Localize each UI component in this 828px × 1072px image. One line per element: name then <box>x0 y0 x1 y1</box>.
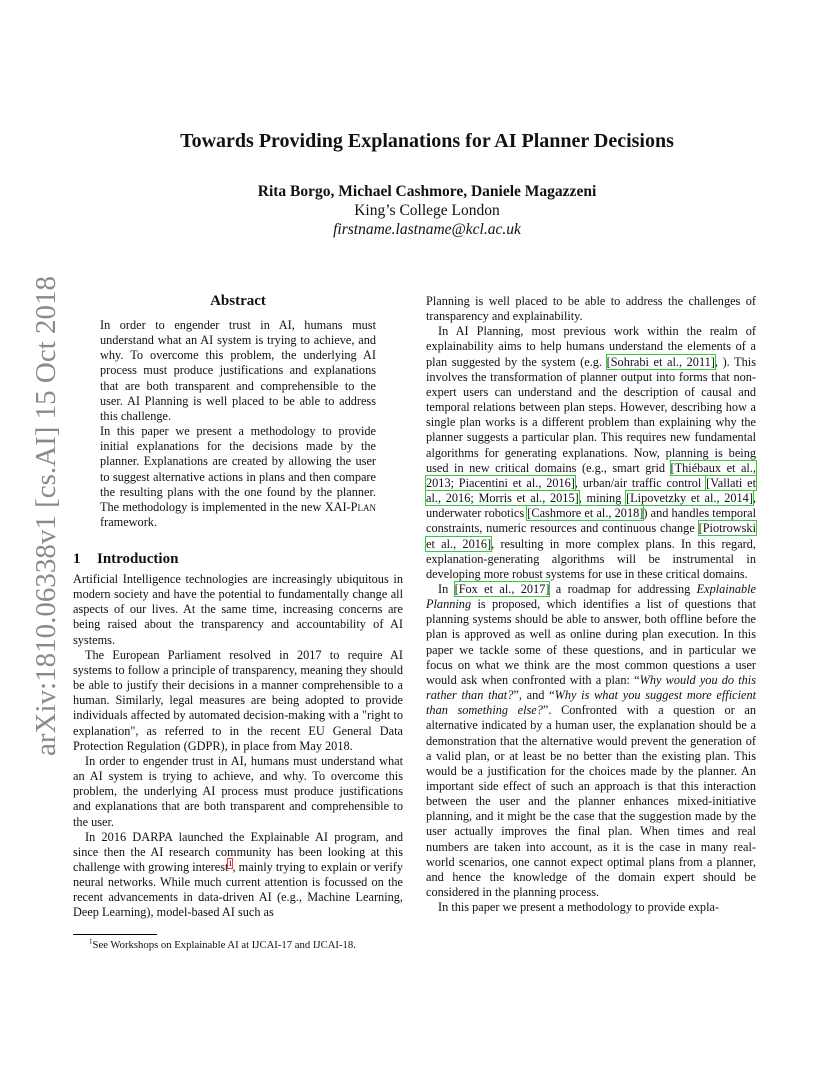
text-run: ”, and “ <box>513 688 555 703</box>
author-affiliation: King’s College London <box>354 202 500 219</box>
text-run: , urban/air traffic control <box>574 475 707 490</box>
body-paragraph <box>426 582 756 900</box>
citation-link[interactable]: [Thiébaux et al., 2013; Piacentini et al., 2016] <box>426 460 756 490</box>
author-list: Rita Borgo, Michael Cashmore, Daniele Magazzeni <box>257 183 597 200</box>
abstract-body <box>100 318 376 530</box>
text-run: ) and handles temporal constraints, numeric resources and continuous change <box>426 506 757 536</box>
body-paragraph <box>426 324 756 582</box>
section-heading-introduction <box>73 549 178 569</box>
footnote-divider <box>73 934 157 935</box>
emphasis-text: Why is what you suggest more efficient than something else? <box>426 688 757 718</box>
right-column-body <box>426 294 756 915</box>
citation-link[interactable]: [Vallati et al., 2016; Morris et al., 2015] <box>426 475 756 506</box>
text-run: ”. Confronted with a question or an alternative indicated by a human user, the explanation should be a demonstration that the alternative would prevent the generation of a valid plan, or at least be no better than the existing plan. This would be a justification for the choices made by the planner. An important side effect of such an approach is that this interaction between the user and the planner enhances mixed-initiative planning, and it might be the case that the suggestion made by the user actually improves the final plan. When times and real numbers are taken into account, as it is the case in many real-world scenarios, one cannot expect optimal plans from a planner, and hence the knowledge of the domain expert should be considered in the planning process. <box>426 703 757 900</box>
left-column-body <box>73 572 403 921</box>
body-paragraph: In order to engender trust in AI, humans must understand what an AI system is trying to achieve, and why. To overcome this problem, the underlying AI process must produce justifications and explanations that are both transparent and comprehensible to the user. <box>73 753 403 829</box>
text-run: In AI Planning, most previous work within the realm of explainability aims to help humans understand the elements of a plan suggested by the system (e.g. <box>426 324 756 369</box>
footnote-mark: 1 <box>89 937 93 946</box>
text-run: In <box>438 581 455 596</box>
text-run: , mining <box>578 491 627 506</box>
section-number: 1 <box>73 551 81 567</box>
citation-link[interactable]: [Sohrabi et al., 2011] <box>606 354 715 369</box>
section-title: Introduction <box>97 551 179 567</box>
abstract-paragraph <box>100 424 376 530</box>
arxiv-identifier-stamp: arXiv:1810.06338v1 [cs.AI] 15 Oct 2018 <box>30 275 62 756</box>
text-run: , underwater robotics <box>426 491 757 521</box>
citation-link[interactable]: [Cashmore et al., 2018] <box>527 506 644 521</box>
text-run: is proposed, which identifies a list of questions that planning systems should be able to answer, both offline before the plan is approved as well as online during plan execution. In this paper we tackle some of these questions, and in particular we focus on what we think are the most common questions a user would ask when confronted with a plan: “ <box>426 597 756 687</box>
body-paragraph: In this paper we present a methodology to provide expla- <box>438 900 720 915</box>
footnote-text: See Workshops on Explainable AI at IJCAI-17 and IJCAI-18. <box>92 939 356 951</box>
text-run: , resulting in more complex plans. In this regard, explanation-generating algorithms will be instrumental in developing more robust systems for use in these critical domains. <box>426 536 756 581</box>
body-paragraph: Artificial Intelligence technologies are increasingly ubiquitous in modern society and have the potential to fundamentally change all aspects of our lives. At the same time, increasing concerns are being raised about the transparency and accountability of AI systems. <box>73 572 403 647</box>
text-run: In this paper we present a methodology to provide initial explanations for the decisions made by the planner. Explanations are created by allowing the user to suggest alternative actions in plans and then compare the resulting plans with the one found by the planner. The methodology is implemented in the new XAI- <box>100 424 376 514</box>
framework-name-smallcaps: Plan <box>350 499 376 514</box>
footnote-link[interactable]: 1 <box>228 858 233 868</box>
emphasis-text: Explainable Planning <box>426 581 757 612</box>
body-paragraph: The European Parliament resolved in 2017 to require AI systems to follow a principle of transparency, meaning they should be able to justify their decisions in a manner comprehensible to a human. Similarly, legal measures are being adopted to provide individuals affected by automated decision-making with a "right to explanation", as referred to in the recent EU General Data Protection Regulation (GDPR), in place from May 2018. <box>73 647 403 753</box>
body-paragraph: Planning is well placed to be able to address the challenges of transparency and explainability. <box>426 294 756 324</box>
abstract-heading: Abstract <box>210 293 266 309</box>
body-paragraph <box>73 830 403 921</box>
emphasis-text: Why would you do this rather than that? <box>426 672 757 703</box>
citation-link[interactable]: [Lipovetzky et al., 2014] <box>626 491 753 506</box>
citation-link[interactable]: [Piotrowski et al., 2016] <box>426 521 756 551</box>
abstract-paragraph: In order to engender trust in AI, humans must understand what an AI system is trying to achieve, and why. To overcome this problem, the underlying AI process must produce justifications and explanations that are both transparent and comprehensible to the user. AI Planning is well placed to be able to address this challenge. <box>100 318 376 423</box>
text-run: , mainly trying to explain or verify neural networks. While much current attention is focussed on the recent advancements in data-driven AI (e.g., Machine Learning, Deep Learning), model-based AI such as <box>73 859 403 920</box>
paper-title: Towards Providing Explanations for AI Planner Decisions <box>180 130 674 152</box>
citation-link[interactable]: [Fox et al., 2017] <box>454 581 550 596</box>
text-run: , ). This involves the transformation of planner output into forms that non-expert users can understand and the description of causal and temporal relations between plan steps. However, describing how a single plan works is a different problem than explaining why the planner suggests a particular plan. This requires new fundamental algorithms for generating explanations. Now, planning is being used in new critical domains (e.g., smart grid <box>426 354 756 475</box>
author-email: firstname.lastname@kcl.ac.uk <box>333 221 521 238</box>
text-run: a roadmap for addressing <box>549 581 697 596</box>
text-run: In 2016 DARPA launched the Explainable AI program, and since then the AI research community has been looking at this challenge with growing interest <box>73 829 403 874</box>
footnote <box>89 938 399 952</box>
text-run: framework. <box>100 515 158 530</box>
